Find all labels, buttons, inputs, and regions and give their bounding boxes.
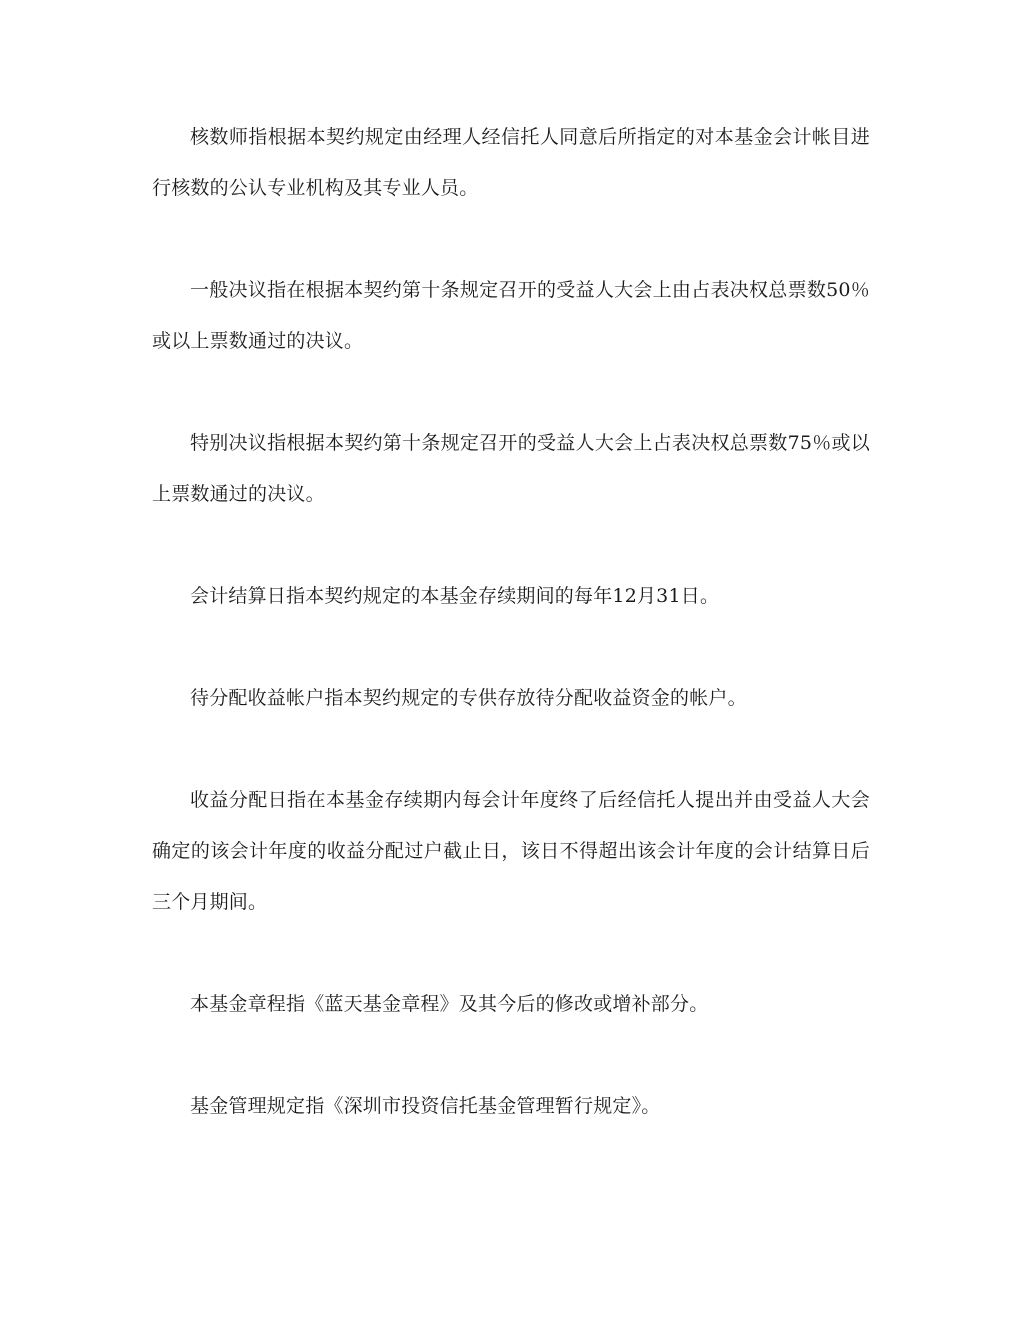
document-body xyxy=(152,112,870,1183)
definition-special-resolution: 特别决议指根据本契约第十条规定召开的受益人大会上占表决权总票数75％或以上票数通过的决议。 xyxy=(152,432,870,505)
definition-income-distribution-date: 收益分配日指在本基金存续期内每会计年度终了后经信托人提出并由受益人大会确定的该会计年度的收益分配过户截止日，该日不得超出该会计年度的会计结算日后三个月期间。 xyxy=(152,789,870,913)
definition-undistributed-income-account: 待分配收益帐户指本契约规定的专供存放待分配收益资金的帐户。 xyxy=(190,687,747,709)
definition-accounting-date: 会计结算日指本契约规定的本基金存续期间的每年12月31日。 xyxy=(190,585,720,607)
definition-auditor: 核数师指根据本契约规定由经理人经信托人同意后所指定的对本基金会计帐目进行核数的公认专业机构及其专业人员。 xyxy=(152,126,870,199)
definition-fund-charter: 本基金章程指《蓝天基金章程》及其今后的修改或增补部分。 xyxy=(190,993,709,1015)
definition-fund-management-rules: 基金管理规定指《深圳市投资信托基金管理暂行规定》。 xyxy=(190,1095,661,1117)
definition-ordinary-resolution: 一般决议指在根据本契约第十条规定召开的受益人大会上由占表决权总票数50％或以上票数通过的决议。 xyxy=(152,279,870,352)
